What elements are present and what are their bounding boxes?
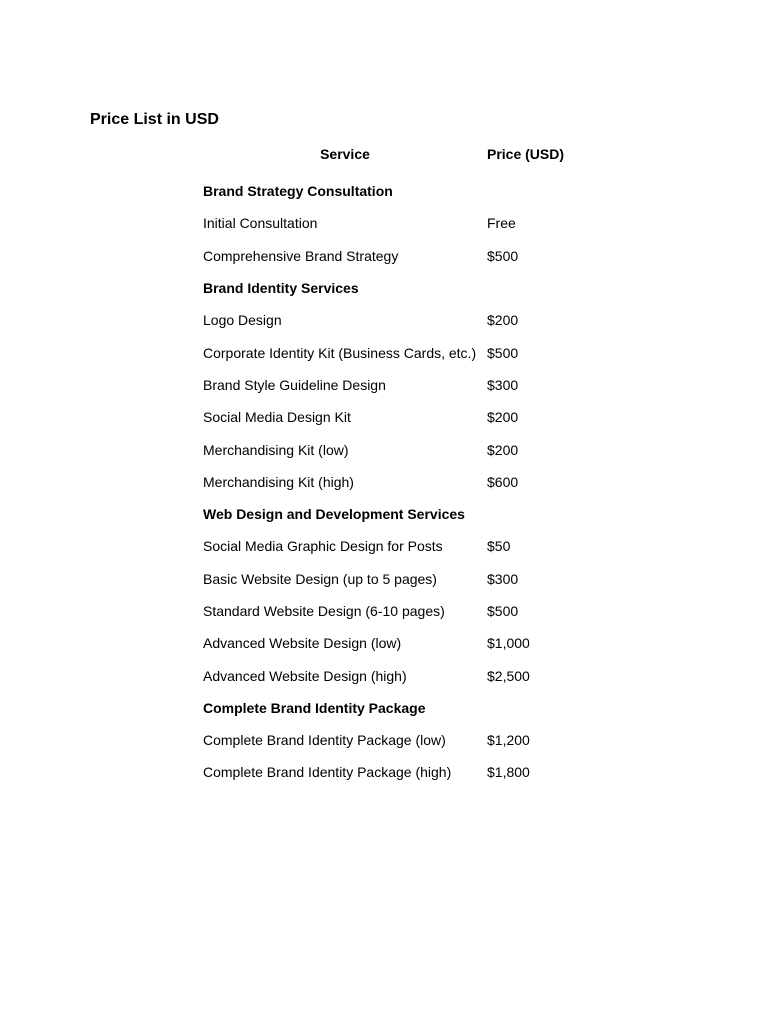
service-name: Complete Brand Identity Package (high) bbox=[203, 764, 452, 781]
service-price: $50 bbox=[487, 538, 511, 555]
service-price: $500 bbox=[487, 603, 519, 619]
table-row bbox=[203, 659, 583, 691]
section-heading-row bbox=[203, 175, 583, 207]
table-header-row bbox=[203, 143, 583, 164]
service-price: $200 bbox=[487, 441, 519, 458]
table-row bbox=[203, 724, 583, 756]
table-row bbox=[203, 433, 583, 465]
service-name: Brand Style Guideline Design bbox=[203, 376, 386, 393]
table-row bbox=[203, 336, 583, 368]
table-row bbox=[203, 401, 583, 433]
service-price: $300 bbox=[487, 570, 519, 587]
table-row bbox=[203, 466, 583, 498]
service-price: $2,500 bbox=[487, 667, 530, 684]
service-name: Social Media Graphic Design for Posts bbox=[203, 538, 443, 555]
section-heading-row bbox=[203, 498, 583, 530]
service-column-header: Service bbox=[320, 145, 370, 162]
section-heading: Brand Identity Services bbox=[203, 280, 359, 297]
service-name: Social Media Design Kit bbox=[203, 409, 351, 426]
service-name: Standard Website Design (6-10 pages) bbox=[203, 603, 445, 619]
service-name: Merchandising Kit (low) bbox=[203, 441, 349, 458]
service-price: $1,800 bbox=[487, 764, 530, 781]
service-price: $1,200 bbox=[487, 732, 530, 749]
service-price: Free bbox=[487, 215, 516, 232]
table-row bbox=[203, 369, 583, 401]
table-row bbox=[203, 240, 583, 272]
service-price: $200 bbox=[487, 409, 519, 426]
service-price: $200 bbox=[487, 312, 519, 329]
service-name: Corporate Identity Kit (Business Cards, etc.) bbox=[203, 344, 477, 361]
service-name: Logo Design bbox=[203, 312, 282, 329]
price-table bbox=[203, 143, 583, 789]
section-heading: Complete Brand Identity Package bbox=[203, 699, 426, 716]
table-row bbox=[203, 207, 583, 239]
service-price: $500 bbox=[487, 247, 519, 264]
service-price: $500 bbox=[487, 344, 519, 361]
service-name: Basic Website Design (up to 5 pages) bbox=[203, 570, 437, 587]
service-price: $1,000 bbox=[487, 635, 530, 652]
table-row bbox=[203, 304, 583, 336]
section-heading-row bbox=[203, 272, 583, 304]
service-name: Complete Brand Identity Package (low) bbox=[203, 732, 446, 749]
section-heading: Brand Strategy Consultation bbox=[203, 183, 393, 200]
table-row bbox=[203, 595, 583, 627]
service-name: Advanced Website Design (high) bbox=[203, 667, 407, 684]
table-body bbox=[203, 175, 583, 789]
service-name: Merchandising Kit (high) bbox=[203, 473, 354, 490]
table-row bbox=[203, 756, 583, 788]
service-name: Comprehensive Brand Strategy bbox=[203, 247, 399, 264]
table-row bbox=[203, 530, 583, 562]
service-price: $300 bbox=[487, 376, 519, 393]
table-row bbox=[203, 563, 583, 595]
service-name: Advanced Website Design (low) bbox=[203, 635, 402, 652]
page-title: Price List in USD bbox=[90, 111, 219, 128]
section-heading: Web Design and Development Services bbox=[203, 506, 465, 523]
service-name: Initial Consultation bbox=[203, 215, 318, 232]
service-price: $600 bbox=[487, 473, 519, 490]
price-column-header: Price (USD) bbox=[487, 145, 565, 162]
table-row bbox=[203, 627, 583, 659]
section-heading-row bbox=[203, 692, 583, 724]
